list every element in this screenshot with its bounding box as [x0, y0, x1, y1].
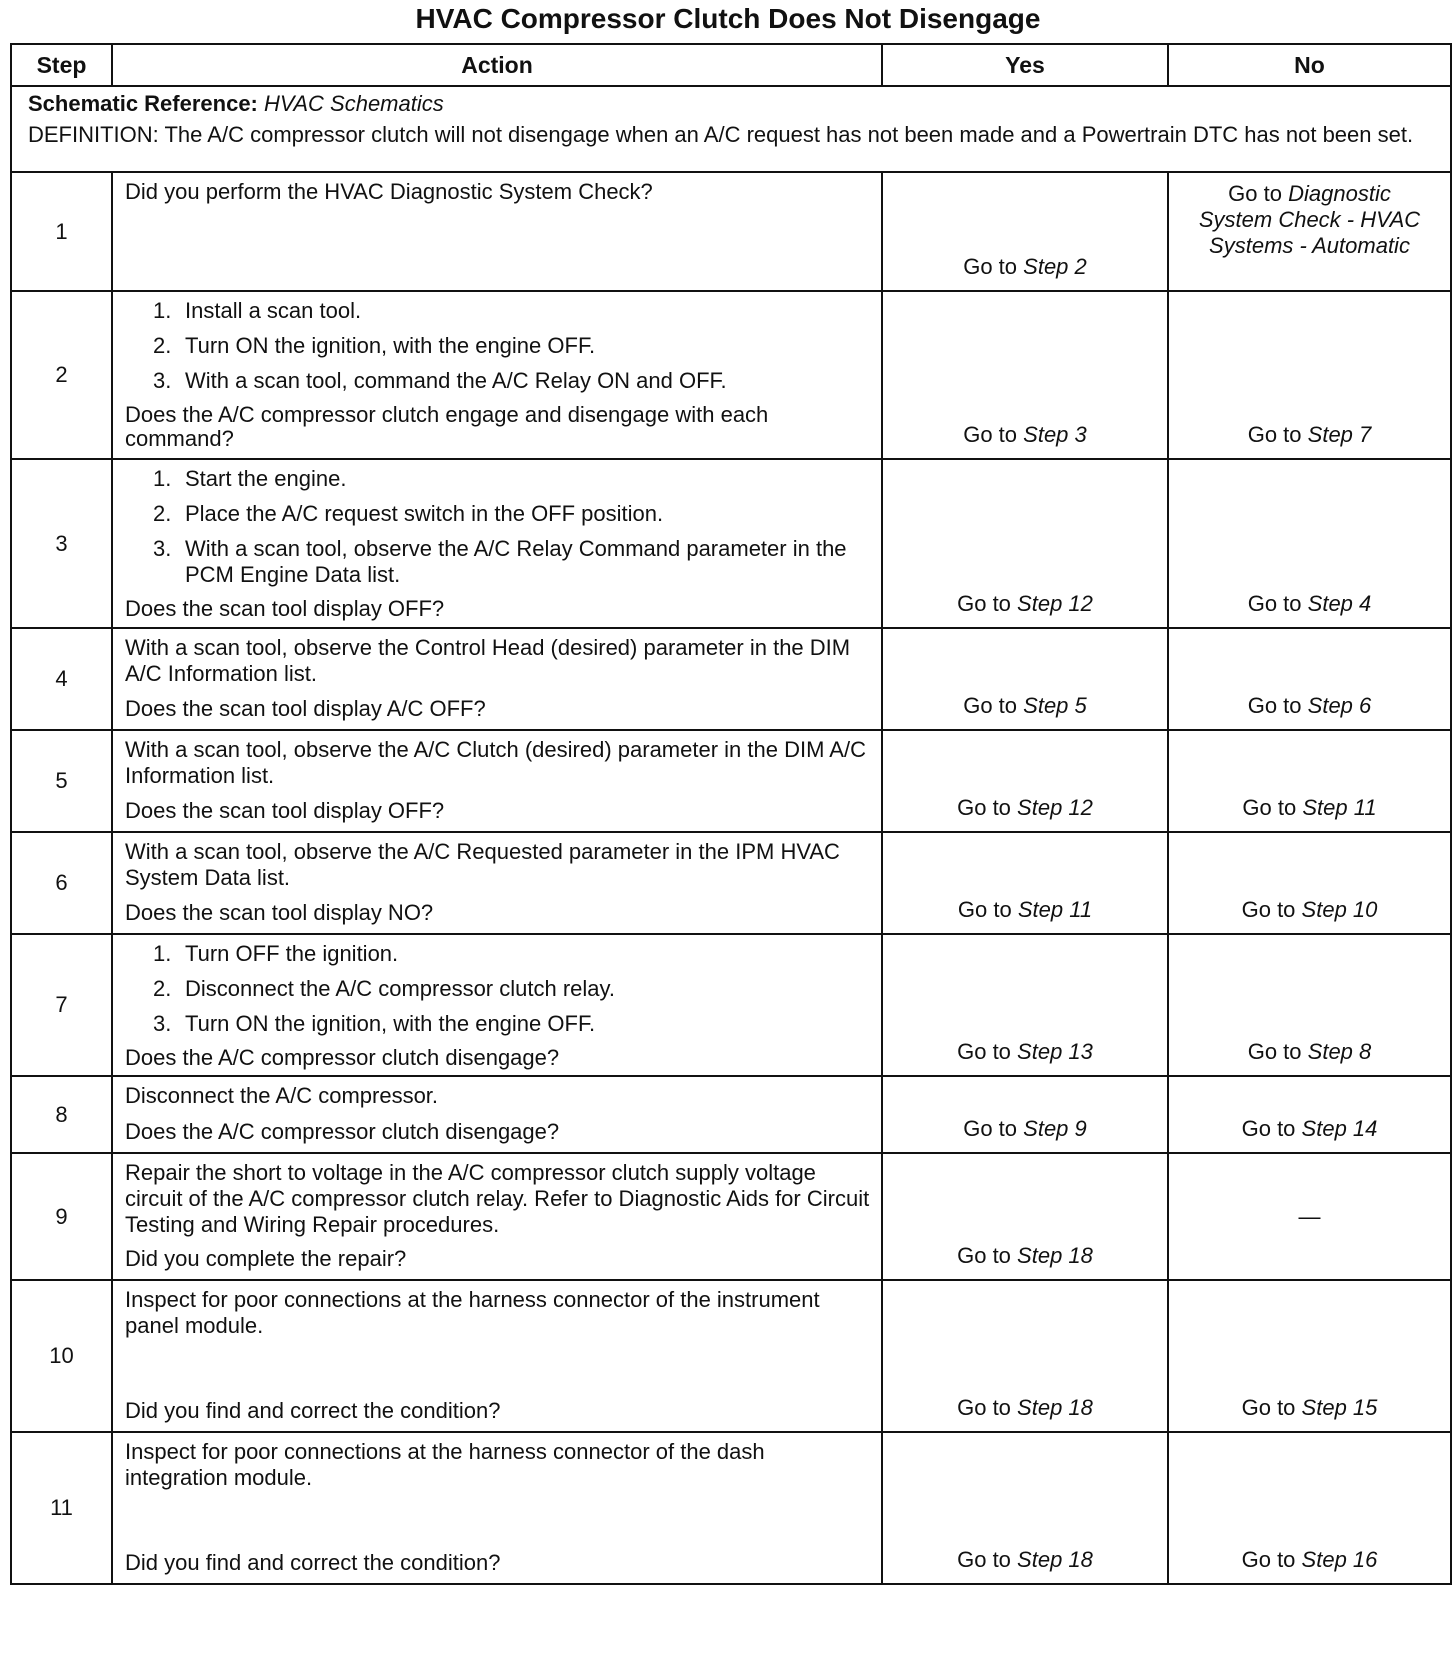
list-item-text: Install a scan tool. — [185, 298, 362, 323]
no-cell — [1168, 1153, 1451, 1280]
table-row — [11, 1280, 1451, 1432]
goto-target: Step 18 — [1017, 1395, 1093, 1420]
list-item-number: 1. — [153, 466, 172, 491]
action-text: With a scan tool, observe the Control Head (desired) parameter in the DIM A/C Information list. — [125, 635, 851, 686]
goto-prefix: Go to — [1241, 1395, 1296, 1420]
spacer — [125, 1491, 871, 1551]
goto-target: Step 2 — [1023, 254, 1087, 279]
no-goto-link[interactable] — [1169, 1039, 1450, 1065]
header-no: No — [1168, 44, 1451, 86]
yes-cell — [882, 1280, 1168, 1432]
instruction-list — [125, 298, 871, 403]
schematic-reference — [28, 91, 1434, 117]
list-item-number: 3. — [153, 368, 172, 393]
list-item-text: With a scan tool, observe the A/C Relay Command parameter in the PCM Engine Data list. — [185, 536, 847, 587]
yes-goto-link[interactable] — [883, 1547, 1167, 1573]
question-text: Did you complete the repair? — [125, 1246, 407, 1271]
list-item-text: Turn OFF the ignition. — [185, 941, 399, 966]
schematic-reference-label: Schematic Reference: — [28, 91, 258, 116]
list-item — [153, 1011, 871, 1037]
list-item-text: Turn ON the ignition, with the engine OFF. — [185, 333, 596, 358]
goto-target: Step 12 — [1017, 591, 1093, 616]
no-goto-link[interactable] — [1169, 693, 1450, 719]
goto-target: Step 9 — [1023, 1116, 1087, 1141]
goto-target: Step 15 — [1301, 1395, 1378, 1420]
step-number: 1 — [11, 172, 112, 291]
goto-prefix: Go to — [1247, 1039, 1302, 1064]
list-item — [153, 333, 871, 359]
action-text: Repair the short to voltage in the A/C compressor clutch supply voltage circuit of the A/C compressor clutch relay. Refer to Diagnostic Aids for Circuit Testing and Wiring Repair procedures. — [125, 1160, 870, 1237]
yes-cell — [882, 172, 1168, 291]
step-number: 4 — [11, 628, 112, 730]
goto-target: Step 4 — [1307, 591, 1372, 616]
header-action: Action — [112, 44, 882, 86]
action-content — [125, 179, 871, 282]
action-cell — [112, 172, 882, 291]
step-number: 11 — [11, 1432, 112, 1584]
no-goto-link[interactable] — [1169, 181, 1450, 259]
list-item-number: 1. — [153, 941, 172, 966]
list-item-number: 2. — [153, 976, 172, 1001]
goto-target: Step 18 — [1017, 1547, 1093, 1572]
no-cell — [1168, 934, 1451, 1076]
no-goto-link[interactable] — [1169, 897, 1450, 923]
goto-prefix: Go to — [1242, 795, 1297, 820]
goto-target-line: Diagnostic — [1288, 181, 1391, 206]
list-item-number: 2. — [153, 501, 172, 526]
question-text: Does the A/C compressor clutch disengage? — [125, 1045, 560, 1070]
yes-cell — [882, 628, 1168, 730]
goto-prefix: Go to — [957, 1395, 1011, 1420]
reference-cell — [11, 86, 1451, 172]
question-text: Does the A/C compressor clutch disengage? — [125, 1119, 560, 1144]
yes-goto-link[interactable] — [883, 795, 1167, 821]
goto-prefix: Go to — [957, 591, 1011, 616]
step-number: 8 — [11, 1076, 112, 1153]
yes-goto-link[interactable] — [883, 1395, 1167, 1421]
goto-prefix: Go to — [1228, 181, 1282, 206]
action-cell — [112, 459, 882, 628]
yes-goto-link[interactable] — [883, 254, 1167, 280]
goto-target: Step 12 — [1017, 795, 1093, 820]
schematic-reference-link[interactable]: HVAC Schematics — [264, 91, 444, 116]
step-number: 6 — [11, 832, 112, 934]
list-item-number: 3. — [153, 536, 172, 561]
table-row — [11, 730, 1451, 832]
list-item — [153, 501, 871, 527]
goto-target: Step 7 — [1307, 422, 1372, 447]
no-cell — [1168, 730, 1451, 832]
table-row — [11, 291, 1451, 459]
page-title: HVAC Compressor Clutch Does Not Disengage — [415, 3, 1041, 34]
goto-target-line: System Check - HVAC — [1198, 207, 1421, 232]
list-item-text: With a scan tool, command the A/C Relay ON and OFF. — [185, 368, 727, 393]
step-number: 3 — [11, 459, 112, 628]
question-text: Does the scan tool display A/C OFF? — [125, 696, 486, 721]
goto-prefix: Go to — [957, 897, 1012, 922]
goto-target: Step 18 — [1017, 1243, 1093, 1268]
table-row — [11, 934, 1451, 1076]
no-cell — [1168, 172, 1451, 291]
action-content — [125, 839, 871, 925]
header-yes: Yes — [882, 44, 1168, 86]
header-step: Step — [11, 44, 112, 86]
goto-target: Step 16 — [1301, 1547, 1378, 1572]
yes-cell — [882, 934, 1168, 1076]
yes-cell — [882, 1432, 1168, 1584]
list-item-text: Disconnect the A/C compressor clutch relay. — [185, 976, 615, 1001]
yes-goto-link[interactable] — [883, 1116, 1167, 1142]
action-text: With a scan tool, observe the A/C Requested parameter in the IPM HVAC System Data list. — [125, 839, 840, 890]
action-cell — [112, 934, 882, 1076]
yes-goto-link[interactable] — [883, 1039, 1167, 1065]
table-row — [11, 1153, 1451, 1280]
action-cell — [112, 1432, 882, 1584]
goto-target: Step 13 — [1017, 1039, 1093, 1064]
list-item-text: Turn ON the ignition, with the engine OFF. — [185, 1011, 596, 1036]
question-text: Does the scan tool display OFF? — [125, 798, 445, 823]
goto-prefix: Go to — [963, 1116, 1018, 1141]
action-cell — [112, 730, 882, 832]
action-text: With a scan tool, observe the A/C Clutch (desired) parameter in the DIM A/C Information list. — [125, 737, 866, 788]
list-item-text: Start the engine. — [185, 466, 347, 491]
spacer — [125, 205, 871, 282]
table-row — [11, 1432, 1451, 1584]
action-content — [125, 737, 871, 823]
list-item — [153, 976, 871, 1002]
yes-goto-link[interactable] — [883, 591, 1167, 617]
action-text: Inspect for poor connections at the harness connector of the instrument panel module. — [125, 1287, 820, 1338]
step-number: 7 — [11, 934, 112, 1076]
yes-goto-link[interactable] — [883, 1243, 1167, 1269]
instruction-list — [125, 941, 871, 1046]
goto-prefix: Go to — [1247, 591, 1302, 616]
table-row — [11, 459, 1451, 628]
list-item — [153, 466, 871, 492]
goto-prefix: Go to — [1241, 1116, 1296, 1141]
question-text: Does the A/C compressor clutch engage and disengage with each command? — [125, 402, 769, 451]
reference-row — [11, 86, 1451, 172]
table-row — [11, 628, 1451, 730]
question-text: Does the scan tool display OFF? — [125, 596, 445, 621]
goto-target: Step 10 — [1301, 897, 1378, 922]
no-goto-link[interactable] — [1169, 795, 1450, 821]
list-item — [153, 368, 871, 394]
action-content — [125, 1287, 871, 1423]
goto-target: Step 8 — [1307, 1039, 1372, 1064]
no-goto-link[interactable] — [1169, 422, 1450, 448]
goto-target: Step 11 — [1302, 795, 1377, 820]
yes-cell — [882, 291, 1168, 459]
yes-goto-link[interactable] — [883, 693, 1167, 719]
goto-target: Step 6 — [1307, 693, 1372, 718]
goto-prefix: Go to — [957, 1243, 1011, 1268]
no-goto-link[interactable] — [1169, 591, 1450, 617]
list-item — [153, 536, 871, 588]
goto-target: Step 11 — [1017, 897, 1093, 922]
action-content — [125, 298, 871, 450]
goto-target-line: Systems - Automatic — [1209, 233, 1410, 258]
action-content — [125, 941, 871, 1070]
action-cell — [112, 1153, 882, 1280]
action-cell — [112, 1280, 882, 1432]
goto-prefix: Go to — [1241, 1547, 1296, 1572]
step-number: 2 — [11, 291, 112, 459]
action-content — [125, 466, 871, 619]
action-content — [125, 1083, 871, 1144]
no-cell — [1168, 628, 1451, 730]
action-cell — [112, 832, 882, 934]
definition-text: DEFINITION: The A/C compressor clutch will not disengage when an A/C request has not been made and a Powertrain DTC has not been set. — [28, 122, 1414, 147]
list-item-number: 1. — [153, 298, 172, 323]
no-goto-link[interactable] — [1169, 1116, 1450, 1142]
goto-prefix: Go to — [963, 422, 1018, 447]
list-item-number: 3. — [153, 1011, 172, 1036]
no-cell — [1168, 1432, 1451, 1584]
yes-cell — [882, 730, 1168, 832]
yes-cell — [882, 459, 1168, 628]
action-content — [125, 1439, 871, 1575]
yes-cell — [882, 832, 1168, 934]
no-dash: — — [1298, 1203, 1321, 1229]
yes-goto-link[interactable] — [883, 422, 1167, 448]
no-cell — [1168, 1280, 1451, 1432]
no-cell — [1168, 832, 1451, 934]
goto-target: Step 3 — [1023, 422, 1087, 447]
question-text: Did you find and correct the condition? — [125, 1550, 501, 1575]
step-number: 10 — [11, 1280, 112, 1432]
action-cell — [112, 628, 882, 730]
goto-prefix: Go to — [963, 254, 1018, 279]
goto-prefix: Go to — [957, 1547, 1011, 1572]
goto-prefix: Go to — [963, 693, 1018, 718]
goto-prefix: Go to — [1247, 422, 1302, 447]
action-text: Disconnect the A/C compressor. — [125, 1083, 439, 1108]
step-number: 5 — [11, 730, 112, 832]
action-text: Did you perform the HVAC Diagnostic System Check? — [125, 179, 653, 204]
goto-target: Step 14 — [1301, 1116, 1378, 1141]
list-item — [153, 941, 871, 967]
no-cell — [1168, 459, 1451, 628]
goto-target: Step 5 — [1023, 693, 1087, 718]
goto-prefix: Go to — [1241, 897, 1296, 922]
yes-goto-link[interactable] — [883, 897, 1167, 923]
list-item-number: 2. — [153, 333, 172, 358]
no-cell — [1168, 1076, 1451, 1153]
goto-prefix: Go to — [957, 1039, 1011, 1064]
list-item-text: Place the A/C request switch in the OFF position. — [185, 501, 664, 526]
goto-prefix: Go to — [957, 795, 1011, 820]
table-header-row — [11, 44, 1451, 86]
action-cell — [112, 1076, 882, 1153]
question-text: Does the scan tool display NO? — [125, 900, 434, 925]
yes-cell — [882, 1076, 1168, 1153]
list-item — [153, 298, 871, 324]
goto-prefix: Go to — [1247, 693, 1302, 718]
yes-cell — [882, 1153, 1168, 1280]
instruction-list — [125, 466, 871, 597]
spacer — [125, 1339, 871, 1399]
question-text: Did you find and correct the condition? — [125, 1398, 501, 1423]
table-row — [11, 1076, 1451, 1153]
no-goto-link[interactable] — [1169, 1395, 1450, 1421]
step-number: 9 — [11, 1153, 112, 1280]
no-cell — [1168, 291, 1451, 459]
diagnostic-table — [10, 43, 1452, 1585]
action-content — [125, 635, 871, 721]
no-goto-link[interactable] — [1169, 1547, 1450, 1573]
table-row — [11, 832, 1451, 934]
action-cell — [112, 291, 882, 459]
action-text: Inspect for poor connections at the harness connector of the dash integration module. — [125, 1439, 765, 1490]
table-row — [11, 172, 1451, 291]
action-content — [125, 1160, 871, 1271]
